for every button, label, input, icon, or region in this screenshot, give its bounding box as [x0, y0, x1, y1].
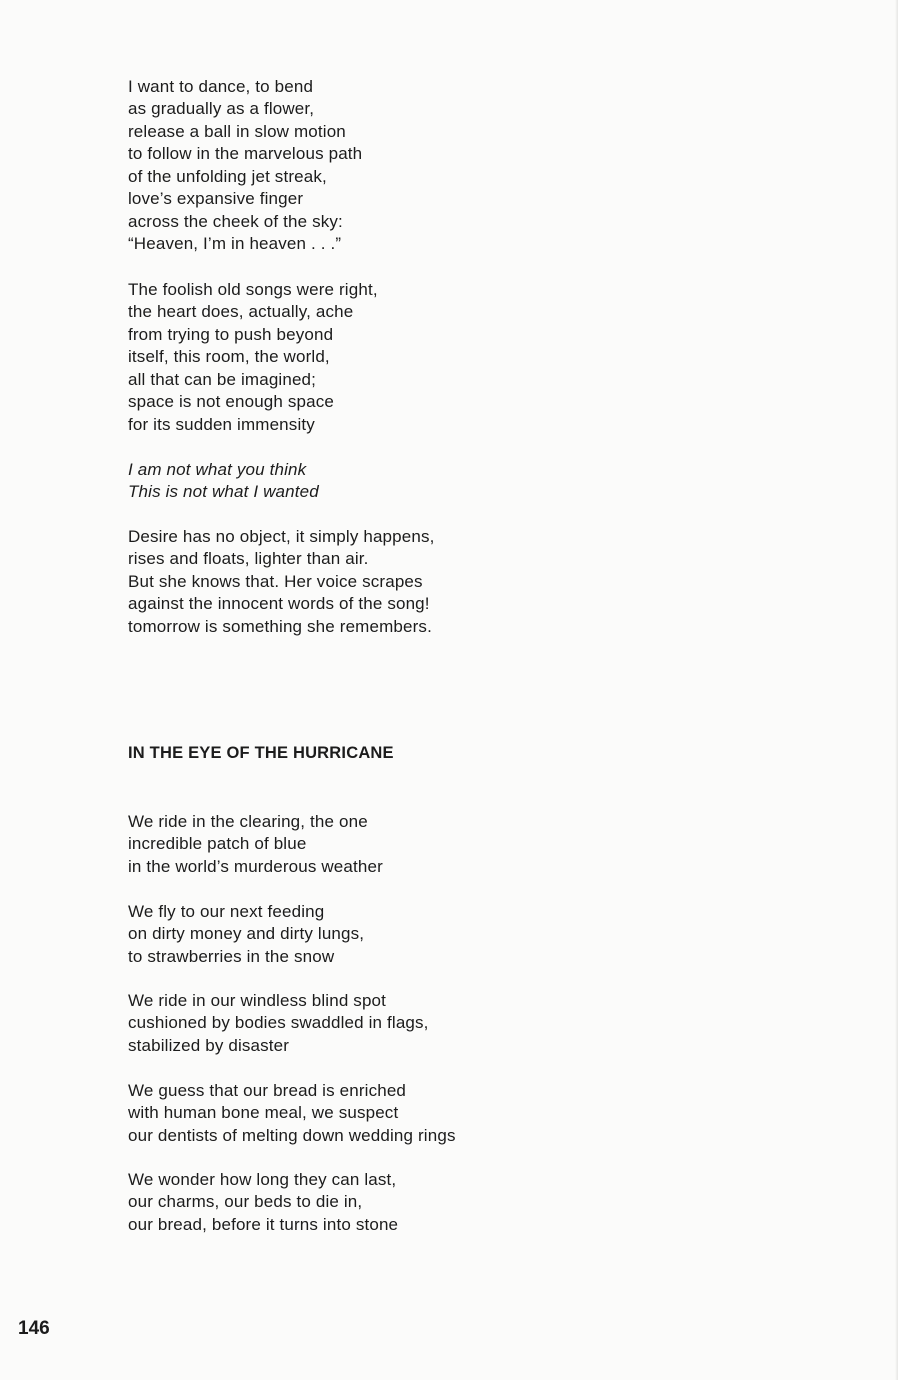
poem-line: the heart does, actually, ache: [128, 302, 354, 321]
poem-line: Desire has no object, it simply happens,: [128, 527, 435, 546]
poem-line: We ride in our windless blind spot: [128, 991, 387, 1010]
poem-line: against the innocent words of the song!: [128, 594, 430, 613]
poem-title: IN THE EYE OF THE HURRICANE: [128, 744, 394, 762]
poem-line: our charms, our beds to die in,: [128, 1192, 363, 1211]
poem-line: across the cheek of the sky:: [128, 212, 343, 231]
poem-line: We wonder how long they can last,: [128, 1170, 397, 1189]
poem-line: with human bone meal, we suspect: [128, 1103, 399, 1122]
poem-line: rises and floats, lighter than air.: [128, 549, 369, 568]
poem-line: our bread, before it turns into stone: [128, 1215, 399, 1234]
poem-line: We guess that our bread is enriched: [128, 1081, 407, 1100]
poem-line-italic: This is not what I wanted: [128, 482, 319, 501]
page-number: 146: [18, 1318, 50, 1339]
poem-line: from trying to push beyond: [128, 325, 334, 344]
poem-line: space is not enough space: [128, 392, 335, 411]
poem-line: I want to dance, to bend: [128, 77, 314, 96]
poem-line-italic: I am not what you think: [128, 460, 307, 479]
poem-line: incredible patch of blue: [128, 834, 307, 853]
poem-line: of the unfolding jet streak,: [128, 167, 327, 186]
poem-line: “Heaven, I’m in heaven . . .”: [128, 234, 342, 253]
poem-line: all that can be imagined;: [128, 370, 317, 389]
poem-line: The foolish old songs were right,: [128, 280, 378, 299]
poem-line: cushioned by bodies swaddled in flags,: [128, 1013, 429, 1032]
poem-line: as gradually as a flower,: [128, 99, 315, 118]
poem-line: love’s expansive finger: [128, 189, 304, 208]
poem-line: to strawberries in the snow: [128, 947, 335, 966]
poem-line: We ride in the clearing, the one: [128, 812, 368, 831]
poem-line: release a ball in slow motion: [128, 122, 346, 141]
poem-line: itself, this room, the world,: [128, 347, 330, 366]
poem-line: We fly to our next feeding: [128, 902, 325, 921]
poem-line: stabilized by disaster: [128, 1036, 290, 1055]
poem-line: tomorrow is something she remembers.: [128, 617, 432, 636]
poem-line: on dirty money and dirty lungs,: [128, 924, 365, 943]
poem-line: in the world’s murderous weather: [128, 857, 383, 876]
poem-line: But she knows that. Her voice scrapes: [128, 572, 423, 591]
poem-line: for its sudden immensity: [128, 415, 315, 434]
poem-line: to follow in the marvelous path: [128, 144, 363, 163]
poem-line: our dentists of melting down wedding rings: [128, 1126, 456, 1145]
